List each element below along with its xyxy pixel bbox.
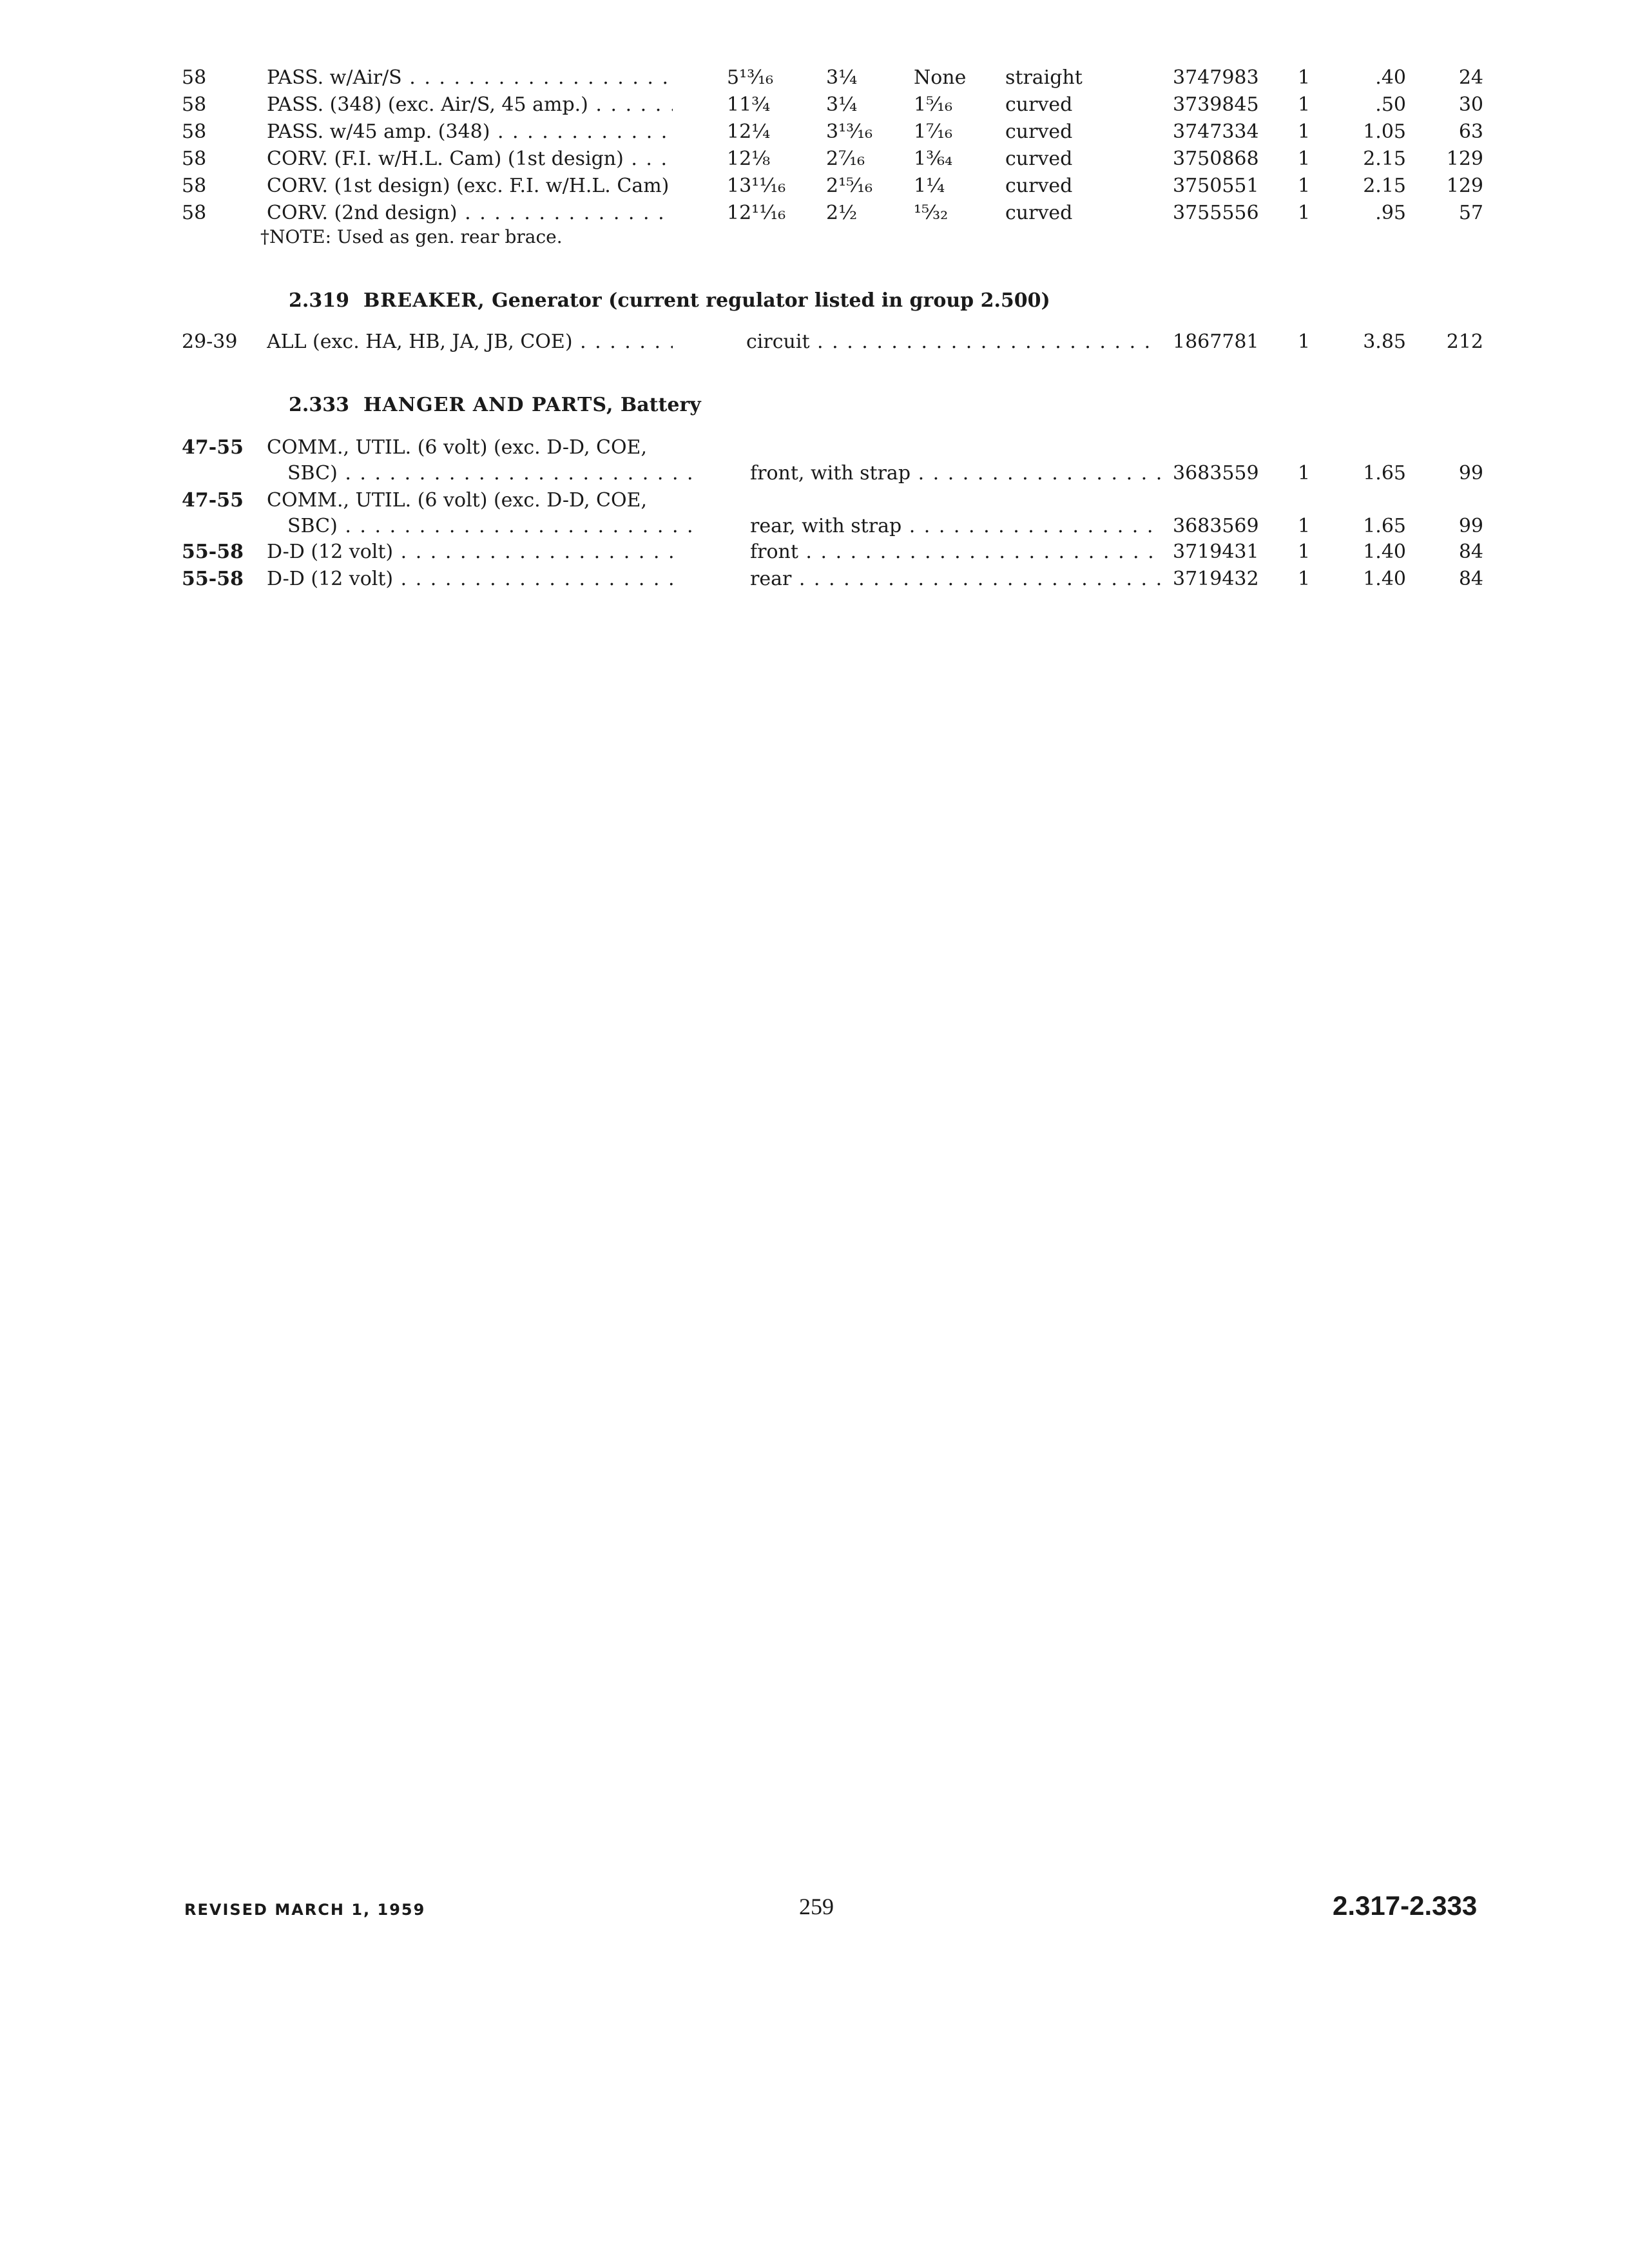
row-model: CORV. (2nd design) . . . bbox=[267, 200, 673, 227]
row-weight: 99 bbox=[1458, 515, 1483, 537]
row-model: D-D (12 volt) . . . bbox=[267, 539, 673, 566]
section-number: 2.333 bbox=[289, 394, 349, 416]
row-part-number: 3719431 bbox=[1173, 541, 1259, 563]
row-offset: 1⁷⁄₁₆ bbox=[914, 120, 953, 143]
row-description: front, with strap . . . bbox=[750, 460, 1162, 487]
row-model-line2: SBC) . . . bbox=[287, 460, 693, 487]
row-weight: 84 bbox=[1458, 541, 1483, 563]
row-length: 12¹¹⁄₁₆ bbox=[727, 202, 786, 224]
row-part-number: 3683559 bbox=[1173, 462, 1259, 485]
row-offset: 1³⁄₆₄ bbox=[914, 148, 953, 170]
row-weight: 212 bbox=[1446, 331, 1483, 353]
row-description: front . . . bbox=[750, 539, 1162, 566]
row-price: .95 bbox=[1375, 202, 1406, 224]
row-quantity: 1 bbox=[1298, 541, 1311, 563]
row-width: 2½ bbox=[826, 202, 858, 224]
row-shape: curved bbox=[1005, 202, 1073, 224]
row-model: D-D (12 volt) . . . bbox=[267, 566, 673, 593]
section-subtitle: Battery bbox=[620, 394, 701, 416]
row-price: 1.65 bbox=[1363, 515, 1406, 537]
table-row bbox=[0, 200, 1629, 227]
row-part-number: 3683569 bbox=[1173, 515, 1259, 537]
row-quantity: 1 bbox=[1298, 515, 1311, 537]
row-model: PASS. w/45 amp. (348) . . . bbox=[267, 119, 673, 146]
section-heading-2319 bbox=[289, 287, 1050, 314]
row-shape: curved bbox=[1005, 120, 1073, 143]
row-shape: curved bbox=[1005, 175, 1073, 197]
row-part-number: 3750868 bbox=[1173, 148, 1259, 170]
table-row bbox=[0, 146, 1629, 173]
row-quantity: 1 bbox=[1298, 202, 1311, 224]
row-weight: 84 bbox=[1458, 568, 1483, 590]
row-price: 2.15 bbox=[1363, 175, 1406, 197]
row-model: CORV. (1st design) (exc. F.I. w/H.L. Cam) bbox=[267, 175, 670, 197]
table-row bbox=[0, 329, 1629, 356]
row-offset: 1⁵⁄₁₆ bbox=[914, 93, 953, 116]
row-model-line1: COMM., UTIL. (6 volt) (exc. D-D, COE, bbox=[267, 489, 647, 512]
page-number: 259 bbox=[799, 1894, 834, 1919]
row-length: 12¼ bbox=[727, 120, 771, 143]
row-weight: 129 bbox=[1446, 148, 1483, 170]
table-row bbox=[0, 119, 1629, 146]
footnote: †NOTE: Used as gen. rear brace. bbox=[260, 226, 563, 247]
row-description: circuit . . . bbox=[746, 329, 1159, 356]
row-years: 58 bbox=[182, 202, 207, 224]
row-years: 47-55 bbox=[182, 489, 244, 512]
row-description: rear, with strap . . . bbox=[750, 513, 1162, 540]
row-quantity: 1 bbox=[1298, 568, 1311, 590]
group-range: 2.317-2.333 bbox=[1333, 1890, 1478, 1921]
row-years: 58 bbox=[182, 120, 207, 143]
row-weight: 99 bbox=[1458, 462, 1483, 485]
row-price: 3.85 bbox=[1363, 331, 1406, 353]
row-width: 2¹⁵⁄₁₆ bbox=[826, 175, 873, 197]
row-shape: curved bbox=[1005, 93, 1073, 116]
table-row-line1 bbox=[0, 434, 1629, 461]
row-quantity: 1 bbox=[1298, 462, 1311, 485]
row-price: 1.40 bbox=[1363, 568, 1406, 590]
row-quantity: 1 bbox=[1298, 175, 1311, 197]
table-row-line1 bbox=[0, 487, 1629, 514]
section-subtitle: Generator (current regulator listed in group 2.500) bbox=[492, 289, 1050, 312]
row-quantity: 1 bbox=[1298, 120, 1311, 143]
row-width: 3¼ bbox=[826, 66, 858, 89]
row-description: rear . . . bbox=[750, 566, 1162, 593]
row-length: 12⅛ bbox=[727, 148, 771, 170]
row-model-line2: SBC) . . . bbox=[287, 513, 693, 540]
row-years: 58 bbox=[182, 66, 207, 89]
row-model: CORV. (F.I. w/H.L. Cam) (1st design) . . . bbox=[267, 146, 673, 173]
row-part-number: 3750551 bbox=[1173, 175, 1259, 197]
row-weight: 24 bbox=[1458, 66, 1483, 89]
row-weight: 57 bbox=[1458, 202, 1483, 224]
row-shape: curved bbox=[1005, 148, 1073, 170]
section-title: BREAKER, bbox=[363, 289, 485, 312]
row-quantity: 1 bbox=[1298, 93, 1311, 116]
row-price: .50 bbox=[1375, 93, 1406, 116]
row-part-number: 3755556 bbox=[1173, 202, 1259, 224]
row-years: 58 bbox=[182, 175, 207, 197]
section-number: 2.319 bbox=[289, 289, 349, 312]
row-model-line1: COMM., UTIL. (6 volt) (exc. D-D, COE, bbox=[267, 436, 647, 459]
table-row bbox=[0, 173, 1629, 200]
row-part-number: 3739845 bbox=[1173, 93, 1259, 116]
row-length: 13¹¹⁄₁₆ bbox=[727, 175, 786, 197]
row-quantity: 1 bbox=[1298, 148, 1311, 170]
row-weight: 63 bbox=[1458, 120, 1483, 143]
row-years: 55-58 bbox=[182, 568, 244, 590]
row-weight: 30 bbox=[1458, 93, 1483, 116]
row-width: 3¹³⁄₁₆ bbox=[826, 120, 873, 143]
row-offset: None bbox=[914, 66, 967, 89]
row-weight: 129 bbox=[1446, 175, 1483, 197]
row-part-number: 1867781 bbox=[1173, 331, 1259, 353]
row-price: 1.65 bbox=[1363, 462, 1406, 485]
row-model: PASS. w/Air/S . . . bbox=[267, 64, 673, 91]
row-years: 58 bbox=[182, 148, 207, 170]
table-row bbox=[0, 64, 1629, 91]
table-row bbox=[0, 539, 1629, 566]
row-price: .40 bbox=[1375, 66, 1406, 89]
row-price: 1.40 bbox=[1363, 541, 1406, 563]
section-heading-2333 bbox=[289, 392, 701, 419]
row-part-number: 3719432 bbox=[1173, 568, 1259, 590]
row-price: 2.15 bbox=[1363, 148, 1406, 170]
row-shape: straight bbox=[1005, 66, 1083, 89]
row-price: 1.05 bbox=[1363, 120, 1406, 143]
table-row bbox=[0, 566, 1629, 593]
row-part-number: 3747334 bbox=[1173, 120, 1259, 143]
table-row bbox=[0, 91, 1629, 119]
revision-date: REVISED MARCH 1, 1959 bbox=[184, 1901, 426, 1919]
row-length: 11¾ bbox=[727, 93, 771, 116]
row-years: 29-39 bbox=[182, 331, 238, 353]
row-years: 58 bbox=[182, 93, 207, 116]
row-years: 55-58 bbox=[182, 541, 244, 563]
section-title: HANGER AND PARTS, bbox=[363, 394, 614, 416]
row-width: 2⁷⁄₁₆ bbox=[826, 148, 865, 170]
row-quantity: 1 bbox=[1298, 331, 1311, 353]
row-quantity: 1 bbox=[1298, 66, 1311, 89]
row-offset: ¹⁵⁄₃₂ bbox=[914, 202, 949, 224]
table-row bbox=[0, 460, 1629, 487]
row-offset: 1¼ bbox=[914, 175, 945, 197]
row-width: 3¼ bbox=[826, 93, 858, 116]
row-model: ALL (exc. HA, HB, JA, JB, COE) . . . bbox=[267, 329, 673, 356]
row-part-number: 3747983 bbox=[1173, 66, 1259, 89]
row-length: 5¹³⁄₁₆ bbox=[727, 66, 774, 89]
row-model: PASS. (348) (exc. Air/S, 45 amp.) . . . bbox=[267, 91, 673, 119]
table-row bbox=[0, 513, 1629, 540]
row-years: 47-55 bbox=[182, 436, 244, 459]
